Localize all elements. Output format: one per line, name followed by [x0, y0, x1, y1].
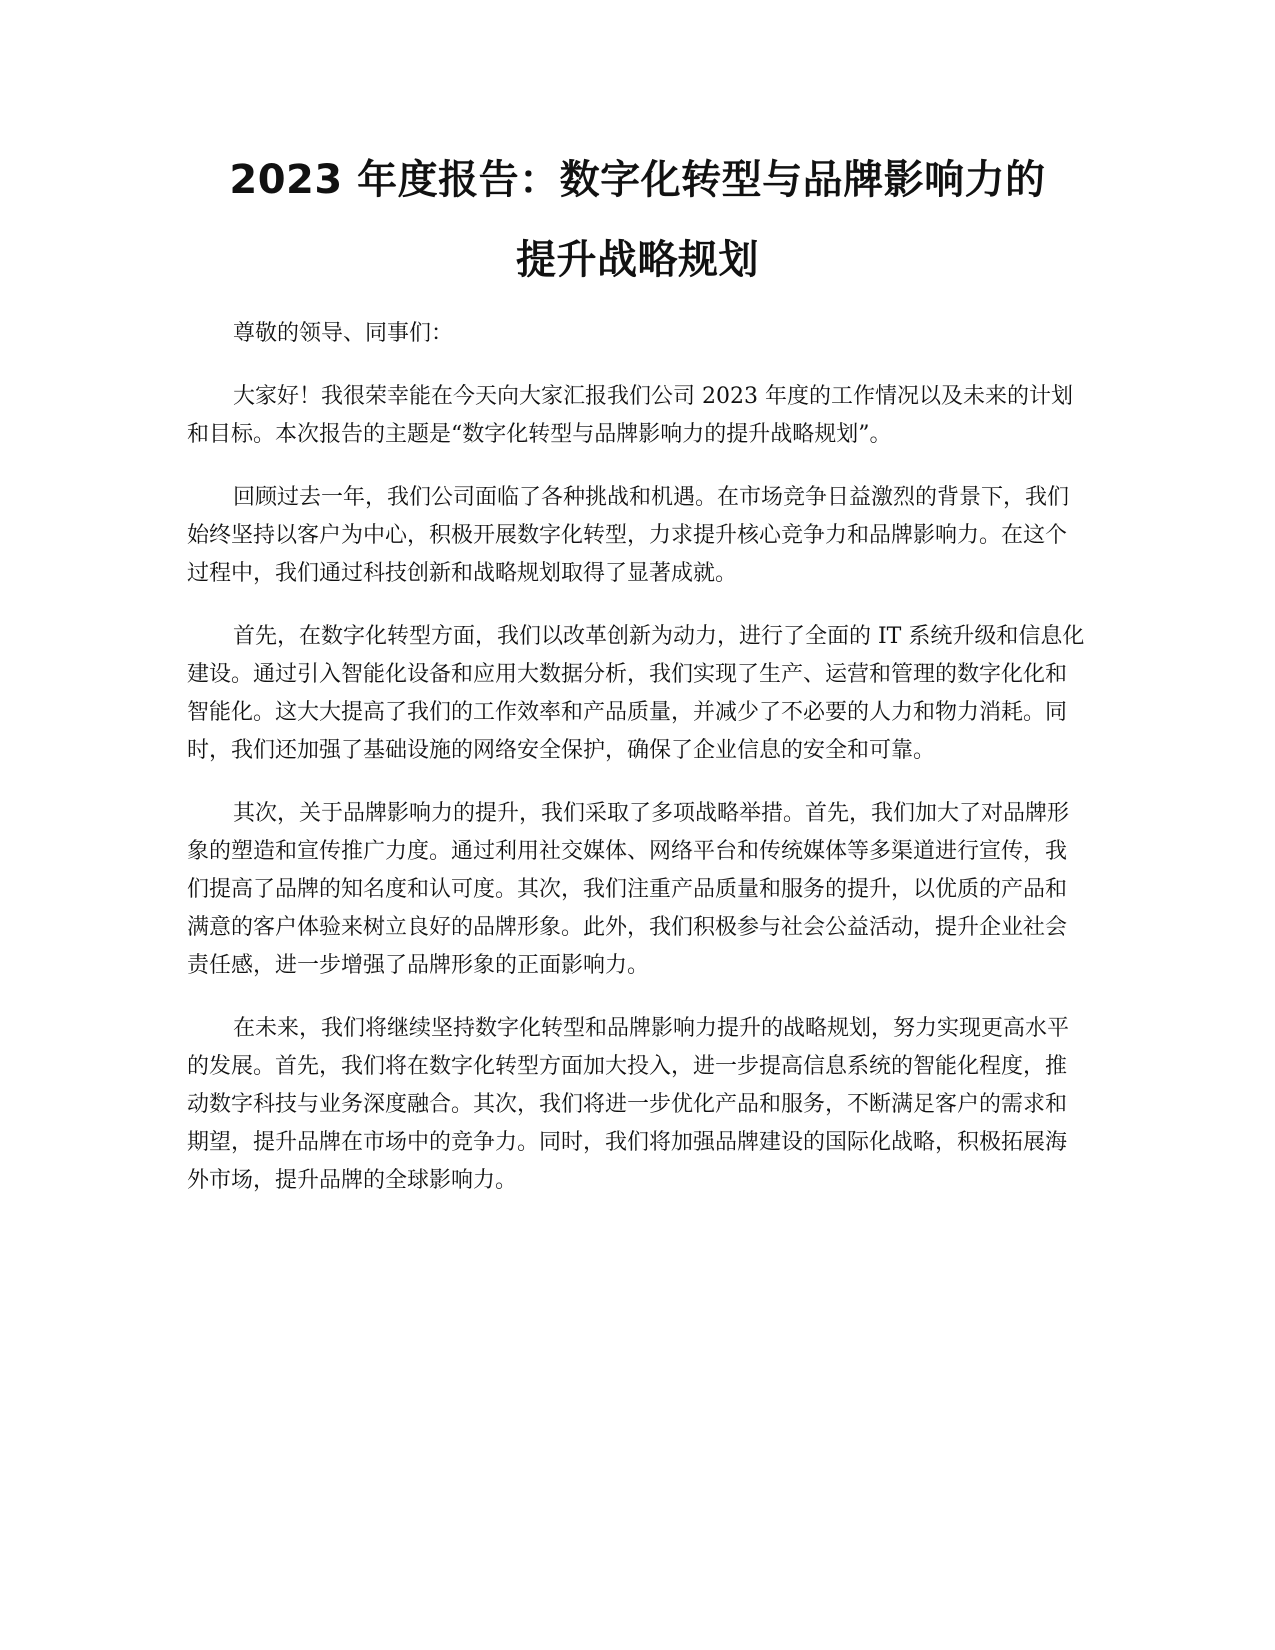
title-line-1: 2023 年度报告：数字化转型与品牌影响力的 [229, 157, 1046, 203]
salutation: 尊敬的领导、同事们： [233, 321, 454, 346]
paragraph-review: 回顾过去一年，我们公司面临了各种挑战和机遇。在市场竞争日益激烈的背景下，我们始终坚持以客户为中心，积极开展数字化转型，力求提升核心竞争力和品牌影响力。在这个过程中，我们通过科技创新和战略规划取得了显著成就。 [187, 485, 1070, 586]
paragraph-future-plan: 在未来，我们将继续坚持数字化转型和品牌影响力提升的战略规划，努力实现更高水平的发展。首先，我们将在数字化转型方面加大投入，进一步提高信息系统的智能化程度，推动数字科技与业务深度融合。其次，我们将进一步优化产品和服务，不断满足客户的需求和期望，提升品牌在市场中的竞争力。同时，我们将加强品牌建设的国际化战略，积极拓展海外市场，提升品牌的全球影响力。 [187, 1016, 1070, 1193]
paragraph-brand-influence: 其次，关于品牌影响力的提升，我们采取了多项战略举措。首先，我们加大了对品牌形象的塑造和宣传推广力度。通过利用社交媒体、网络平台和传统媒体等多渠道进行宣传，我们提高了品牌的知名度和认可度。其次，我们注重产品质量和服务的提升，以优质的产品和满意的客户体验来树立良好的品牌形象。此外，我们积极参与社会公益活动，提升企业社会责任感，进一步增强了品牌形象的正面影响力。 [187, 801, 1070, 978]
title-line-2: 提升战略规划 [516, 237, 759, 283]
paragraph-greeting: 大家好！我很荣幸能在今天向大家汇报我们公司 2023 年度的工作情况以及未来的计划和目标。本次报告的主题是“数字化转型与品牌影响力的提升战略规划”。 [187, 384, 1073, 447]
document-title [160, 140, 1115, 300]
document-body [187, 315, 1087, 1225]
paragraph-digital-transformation: 首先，在数字化转型方面，我们以改革创新为动力，进行了全面的 IT 系统升级和信息化建设。通过引入智能化设备和应用大数据分析，我们实现了生产、运营和管理的数字化化和智能化。这大大提高了我们的工作效率和产品质量，并减少了不必要的人力和物力消耗。同时，我们还加强了基础设施的网络安全保护，确保了企业信息的安全和可靠。 [187, 624, 1085, 763]
